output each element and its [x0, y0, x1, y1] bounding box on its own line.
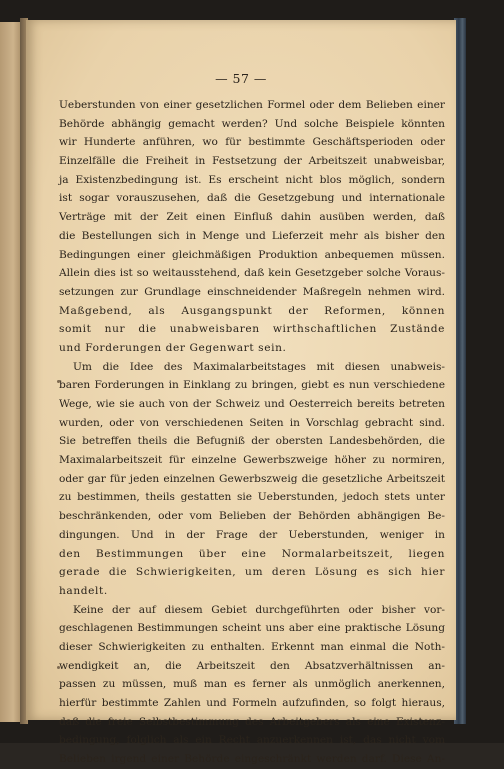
scan-background — [466, 14, 504, 729]
text-line: Behörde abhängig gemacht werden? Und solche Beispiele könnten — [59, 117, 445, 130]
text-line: Ueberstunden von einer gesetzlichen Formel oder dem Belieben einer — [59, 99, 445, 111]
text-line: hierfür bestimmte Zahlen und Formeln aufzufinden, so folgt hieraus, — [59, 697, 445, 709]
text-line: Allein dies ist so weitausstehend, daß kein Gesetzgeber solche Voraus- — [59, 267, 445, 280]
text-line: den Bestimmungen über eine Normalarbeitszeit, liegen — [59, 547, 445, 560]
page-number: — 57 — — [215, 71, 267, 86]
text-line: die Bestellungen sich in Menge und Lieferzeit mehr als bisher den — [59, 229, 445, 242]
text-line: Maßgebend, als Ausgangspunkt der Reformen, können — [59, 304, 445, 317]
text-line: wendigkeit an, die Arbeitszeit den Absatzverhältnissen an- — [59, 659, 445, 672]
text-line: oder gar für jeden einzelnen Gewerbszweig die gesetzliche Arbeitszeit — [59, 472, 445, 485]
text-line: wurden, oder von verschiedenen Seiten in Vorschlag gebracht sind. — [59, 416, 445, 429]
text-line: wir Hunderte anführen, wo für bestimmte Geschäftsperioden oder — [59, 136, 445, 149]
book-page — [26, 20, 456, 766]
text-line: setzungen zur Grundlage einschneidender Maßregeln nehmen wird. — [59, 285, 445, 298]
text-line: gerade die Schwierigkeiten, um deren Lösung es sich hier — [59, 566, 445, 579]
text-line: Wege, wie sie auch von der Schweiz und Oesterreich bereits betreten — [59, 398, 445, 410]
text-line: dingungen. Und in der Frage der Ueberstunden, weniger in — [59, 528, 445, 541]
paragraph-start-line: Um die Idee des Maximalarbeitstages mit diesen unabweis- — [73, 360, 445, 373]
text-line: ist sogar vorauszusehen, daß die Gesetzgebung und internationale — [59, 192, 445, 205]
text-line: daß die freie Selbstbestimmung des Arbeitgebers als eine Existenz- — [59, 715, 445, 728]
text-line: Sie betreffen theils die Befugniß der obersten Landesbehörden, die — [59, 435, 445, 448]
text-line: baren Forderungen in Einklang zu bringen, giebt es nun verschiedene — [59, 379, 445, 392]
text-line: handelt. — [59, 584, 108, 597]
text-line: Belieben irgend einer Behörde eingeschränkt werden darf. Diese An- — [59, 753, 445, 766]
text-line: Bedingungen einer gleichmäßigen Produktion anbequemen müssen. — [59, 248, 445, 261]
body-text — [59, 96, 445, 769]
text-line: Maximalarbeitszeit für einzelne Gewerbszweige höher zu normiren, — [59, 454, 445, 467]
text-line: Einzelfälle die Freiheit in Festsetzung der Arbeitszeit unabweisbar, — [59, 155, 445, 168]
paragraph-start-line: Keine der auf diesem Gebiet durchgeführten oder bisher vor- — [73, 603, 445, 616]
text-line: ja Existenzbedingung ist. Es erscheint nicht blos möglich, sondern — [59, 173, 445, 186]
text-line: geschlagenen Bestimmungen scheint uns aber eine praktische Lösung — [59, 622, 445, 635]
text-line: und Forderungen der Gegenwart sein. — [59, 341, 287, 354]
text-line: beschränkenden, oder vom Belieben der Behörden abhängigen Be- — [59, 510, 445, 523]
text-line: dieser Schwierigkeiten zu enthalten. Erkennt man einmal die Noth- — [59, 640, 445, 653]
text-line: Verträge mit der Zeit einen Einfluß dahin ausüben werden, daß — [59, 211, 445, 224]
text-line: passen zu müssen, muß man es ferner als unmöglich anerkennen, — [59, 678, 445, 691]
text-line: bedingung, folglich als ein Recht anzuerkennen ist, das nicht vom — [59, 734, 445, 747]
facing-page-edge — [0, 22, 22, 722]
text-line: zu bestimmen, theils gestatten sie Ueberstunden, jedoch stets unter — [59, 491, 445, 504]
text-line: somit nur die unabweisbaren wirthschaftlichen Zustände — [59, 323, 445, 336]
